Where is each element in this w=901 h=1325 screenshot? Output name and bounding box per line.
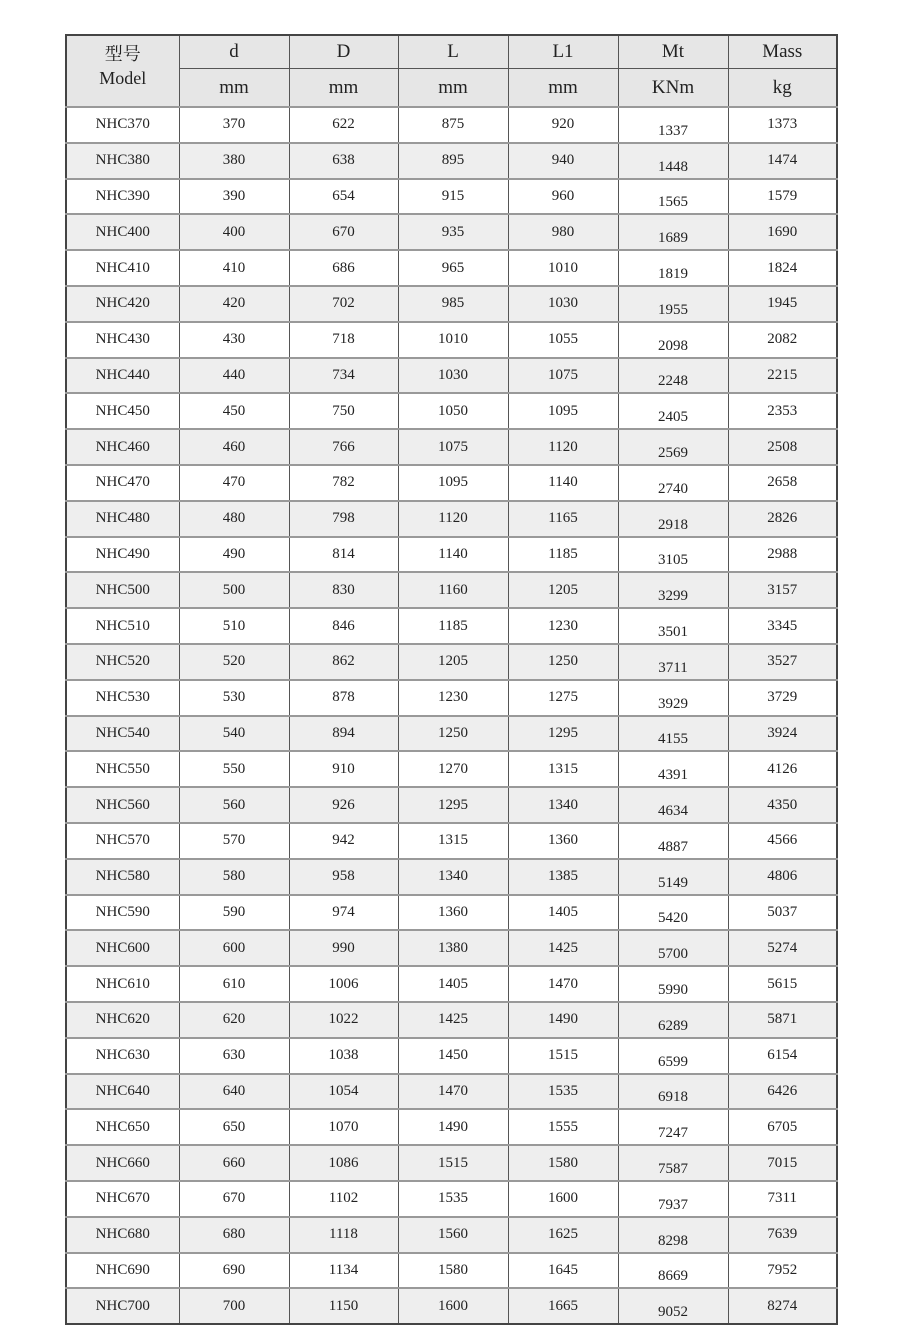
cell-L: 1450 — [398, 1038, 508, 1074]
cell-model: NHC550 — [66, 751, 179, 787]
cell-L: 1050 — [398, 393, 508, 429]
cell-L: 1075 — [398, 429, 508, 465]
table-row — [66, 751, 837, 787]
cell-d: 620 — [179, 1002, 289, 1038]
cell-L1: 1315 — [508, 751, 618, 787]
cell-mass: 2658 — [728, 465, 837, 501]
cell-mt: 2098 — [618, 322, 728, 358]
cell-L: 1185 — [398, 608, 508, 644]
cell-D: 1102 — [289, 1181, 398, 1217]
cell-L: 1340 — [398, 859, 508, 895]
cell-mass: 2215 — [728, 358, 837, 394]
cell-mt: 5149 — [618, 859, 728, 895]
cell-mass: 7015 — [728, 1145, 837, 1181]
cell-D: 1134 — [289, 1253, 398, 1289]
cell-mt: 7587 — [618, 1145, 728, 1181]
cell-d: 670 — [179, 1181, 289, 1217]
cell-L: 1315 — [398, 823, 508, 859]
cell-mass: 4566 — [728, 823, 837, 859]
cell-mt: 4155 — [618, 716, 728, 752]
table-row — [66, 1038, 837, 1074]
cell-mt: 3929 — [618, 680, 728, 716]
cell-model: NHC410 — [66, 250, 179, 286]
cell-L1: 1030 — [508, 286, 618, 322]
cell-mass: 7952 — [728, 1253, 837, 1289]
cell-d: 550 — [179, 751, 289, 787]
table-row — [66, 787, 837, 823]
cell-model: NHC470 — [66, 465, 179, 501]
cell-L: 1535 — [398, 1181, 508, 1217]
cell-D: 814 — [289, 537, 398, 573]
cell-d: 430 — [179, 322, 289, 358]
cell-mt: 1565 — [618, 179, 728, 215]
cell-model: NHC370 — [66, 107, 179, 143]
cell-L: 1580 — [398, 1253, 508, 1289]
cell-D: 894 — [289, 716, 398, 752]
cell-mass: 2826 — [728, 501, 837, 537]
table-row — [66, 214, 837, 250]
cell-L1: 1250 — [508, 644, 618, 680]
cell-L1: 1185 — [508, 537, 618, 573]
cell-model: NHC500 — [66, 572, 179, 608]
cell-D: 702 — [289, 286, 398, 322]
cell-L1: 1515 — [508, 1038, 618, 1074]
cell-model: NHC610 — [66, 966, 179, 1002]
cell-L: 895 — [398, 143, 508, 179]
cell-model: NHC380 — [66, 143, 179, 179]
header-d-unit: mm — [179, 69, 289, 108]
cell-mass: 1945 — [728, 286, 837, 322]
cell-D: 1006 — [289, 966, 398, 1002]
cell-d: 520 — [179, 644, 289, 680]
cell-d: 380 — [179, 143, 289, 179]
cell-D: 638 — [289, 143, 398, 179]
cell-D: 942 — [289, 823, 398, 859]
cell-d: 630 — [179, 1038, 289, 1074]
header-mt-name: Mt — [618, 35, 728, 69]
cell-L1: 1555 — [508, 1109, 618, 1145]
cell-model: NHC690 — [66, 1253, 179, 1289]
cell-d: 600 — [179, 930, 289, 966]
table-header — [66, 35, 837, 107]
cell-L1: 1165 — [508, 501, 618, 537]
cell-D: 846 — [289, 608, 398, 644]
cell-L1: 1490 — [508, 1002, 618, 1038]
cell-D: 654 — [289, 179, 398, 215]
table-row — [66, 1181, 837, 1217]
header-l1-name: L1 — [508, 35, 618, 69]
cell-mass: 3157 — [728, 572, 837, 608]
cell-L1: 1075 — [508, 358, 618, 394]
cell-L1: 1205 — [508, 572, 618, 608]
cell-model: NHC460 — [66, 429, 179, 465]
cell-d: 460 — [179, 429, 289, 465]
cell-L: 985 — [398, 286, 508, 322]
cell-D: 910 — [289, 751, 398, 787]
cell-mt: 2918 — [618, 501, 728, 537]
cell-L: 1425 — [398, 1002, 508, 1038]
table-row — [66, 1253, 837, 1289]
cell-d: 510 — [179, 608, 289, 644]
cell-D: 1070 — [289, 1109, 398, 1145]
cell-mass: 2508 — [728, 429, 837, 465]
cell-D: 782 — [289, 465, 398, 501]
cell-mass: 2353 — [728, 393, 837, 429]
header-l-name: L — [398, 35, 508, 69]
cell-d: 580 — [179, 859, 289, 895]
cell-L1: 1385 — [508, 859, 618, 895]
table-row — [66, 930, 837, 966]
table-row — [66, 716, 837, 752]
cell-D: 734 — [289, 358, 398, 394]
header-mass-unit: kg — [728, 69, 837, 108]
cell-L: 1515 — [398, 1145, 508, 1181]
cell-mt: 3105 — [618, 537, 728, 573]
cell-d: 450 — [179, 393, 289, 429]
cell-mt: 4887 — [618, 823, 728, 859]
cell-L1: 1470 — [508, 966, 618, 1002]
cell-mass: 7639 — [728, 1217, 837, 1253]
cell-model: NHC390 — [66, 179, 179, 215]
cell-mass: 3527 — [728, 644, 837, 680]
cell-D: 622 — [289, 107, 398, 143]
cell-model: NHC680 — [66, 1217, 179, 1253]
cell-mass: 3345 — [728, 608, 837, 644]
cell-mass: 5274 — [728, 930, 837, 966]
table-row — [66, 429, 837, 465]
cell-L1: 920 — [508, 107, 618, 143]
cell-model: NHC700 — [66, 1288, 179, 1324]
cell-L1: 960 — [508, 179, 618, 215]
cell-model: NHC430 — [66, 322, 179, 358]
table-row — [66, 501, 837, 537]
cell-model: NHC600 — [66, 930, 179, 966]
table-row — [66, 179, 837, 215]
cell-d: 410 — [179, 250, 289, 286]
cell-mt: 7247 — [618, 1109, 728, 1145]
cell-D: 766 — [289, 429, 398, 465]
cell-mt: 1819 — [618, 250, 728, 286]
cell-mass: 6154 — [728, 1038, 837, 1074]
cell-L: 1270 — [398, 751, 508, 787]
cell-model: NHC650 — [66, 1109, 179, 1145]
table-row — [66, 1145, 837, 1181]
table-row — [66, 823, 837, 859]
cell-L1: 1120 — [508, 429, 618, 465]
cell-D: 862 — [289, 644, 398, 680]
cell-D: 718 — [289, 322, 398, 358]
table-row — [66, 250, 837, 286]
cell-d: 440 — [179, 358, 289, 394]
cell-mass: 6426 — [728, 1074, 837, 1110]
cell-D: 750 — [289, 393, 398, 429]
cell-mt: 8298 — [618, 1217, 728, 1253]
cell-L1: 980 — [508, 214, 618, 250]
table-row — [66, 322, 837, 358]
table-row — [66, 358, 837, 394]
cell-mass: 1373 — [728, 107, 837, 143]
header-d-unit: mm — [289, 69, 398, 108]
header-mt-unit: KNm — [618, 69, 728, 108]
cell-L1: 1010 — [508, 250, 618, 286]
cell-d: 650 — [179, 1109, 289, 1145]
table-row — [66, 1074, 837, 1110]
cell-D: 798 — [289, 501, 398, 537]
cell-D: 974 — [289, 895, 398, 931]
cell-model: NHC400 — [66, 214, 179, 250]
cell-L: 1120 — [398, 501, 508, 537]
cell-L: 1470 — [398, 1074, 508, 1110]
cell-L: 1360 — [398, 895, 508, 931]
header-l-unit: mm — [398, 69, 508, 108]
cell-mt: 4391 — [618, 751, 728, 787]
cell-L: 1140 — [398, 537, 508, 573]
cell-d: 470 — [179, 465, 289, 501]
cell-D: 670 — [289, 214, 398, 250]
cell-mt: 8669 — [618, 1253, 728, 1289]
cell-model: NHC670 — [66, 1181, 179, 1217]
cell-L: 1405 — [398, 966, 508, 1002]
cell-L: 1205 — [398, 644, 508, 680]
specification-table — [65, 34, 838, 1325]
cell-L: 1030 — [398, 358, 508, 394]
cell-L1: 1665 — [508, 1288, 618, 1324]
cell-d: 610 — [179, 966, 289, 1002]
cell-L1: 1230 — [508, 608, 618, 644]
cell-d: 690 — [179, 1253, 289, 1289]
cell-d: 500 — [179, 572, 289, 608]
cell-mt: 1689 — [618, 214, 728, 250]
table-row — [66, 286, 837, 322]
cell-d: 420 — [179, 286, 289, 322]
table-row — [66, 1002, 837, 1038]
cell-model: NHC590 — [66, 895, 179, 931]
cell-mass: 5871 — [728, 1002, 837, 1038]
cell-d: 660 — [179, 1145, 289, 1181]
cell-mass: 1474 — [728, 143, 837, 179]
cell-d: 530 — [179, 680, 289, 716]
cell-model: NHC450 — [66, 393, 179, 429]
header-model-en: Model — [99, 68, 147, 88]
cell-mass: 2988 — [728, 537, 837, 573]
cell-L1: 1535 — [508, 1074, 618, 1110]
cell-L1: 1625 — [508, 1217, 618, 1253]
cell-d: 680 — [179, 1217, 289, 1253]
cell-mass: 3924 — [728, 716, 837, 752]
cell-mass: 3729 — [728, 680, 837, 716]
table-row — [66, 966, 837, 1002]
cell-L1: 1275 — [508, 680, 618, 716]
cell-mt: 1337 — [618, 107, 728, 143]
cell-model: NHC620 — [66, 1002, 179, 1038]
cell-mt: 6599 — [618, 1038, 728, 1074]
cell-mt: 2740 — [618, 465, 728, 501]
cell-L1: 1095 — [508, 393, 618, 429]
cell-mt: 3711 — [618, 644, 728, 680]
cell-mt: 5990 — [618, 966, 728, 1002]
cell-L: 875 — [398, 107, 508, 143]
table-body — [66, 107, 837, 1324]
cell-mt: 3299 — [618, 572, 728, 608]
cell-mt: 1448 — [618, 143, 728, 179]
cell-d: 370 — [179, 107, 289, 143]
cell-d: 390 — [179, 179, 289, 215]
cell-d: 640 — [179, 1074, 289, 1110]
cell-L: 965 — [398, 250, 508, 286]
table-row — [66, 1217, 837, 1253]
cell-L: 1250 — [398, 716, 508, 752]
cell-model: NHC570 — [66, 823, 179, 859]
cell-model: NHC640 — [66, 1074, 179, 1110]
cell-L: 1490 — [398, 1109, 508, 1145]
cell-L1: 1295 — [508, 716, 618, 752]
cell-model: NHC510 — [66, 608, 179, 644]
cell-mass: 1579 — [728, 179, 837, 215]
cell-mass: 6705 — [728, 1109, 837, 1145]
cell-model: NHC420 — [66, 286, 179, 322]
cell-L1: 1425 — [508, 930, 618, 966]
header-model — [66, 35, 179, 107]
cell-d: 570 — [179, 823, 289, 859]
cell-L1: 1600 — [508, 1181, 618, 1217]
cell-D: 958 — [289, 859, 398, 895]
table-row — [66, 465, 837, 501]
cell-mt: 9052 — [618, 1288, 728, 1324]
cell-d: 700 — [179, 1288, 289, 1324]
cell-D: 686 — [289, 250, 398, 286]
cell-D: 1150 — [289, 1288, 398, 1324]
header-l1-unit: mm — [508, 69, 618, 108]
cell-D: 1086 — [289, 1145, 398, 1181]
cell-D: 1118 — [289, 1217, 398, 1253]
table-row — [66, 1288, 837, 1324]
cell-d: 540 — [179, 716, 289, 752]
table-row — [66, 537, 837, 573]
table-row — [66, 895, 837, 931]
cell-mass: 2082 — [728, 322, 837, 358]
cell-L1: 940 — [508, 143, 618, 179]
cell-model: NHC530 — [66, 680, 179, 716]
cell-L: 1160 — [398, 572, 508, 608]
cell-D: 926 — [289, 787, 398, 823]
cell-mass: 1690 — [728, 214, 837, 250]
cell-L1: 1405 — [508, 895, 618, 931]
cell-mt: 2569 — [618, 429, 728, 465]
cell-L1: 1360 — [508, 823, 618, 859]
header-d-name: d — [179, 35, 289, 69]
cell-d: 560 — [179, 787, 289, 823]
cell-model: NHC520 — [66, 644, 179, 680]
cell-d: 480 — [179, 501, 289, 537]
cell-model: NHC480 — [66, 501, 179, 537]
cell-L1: 1340 — [508, 787, 618, 823]
cell-mass: 5615 — [728, 966, 837, 1002]
header-mass-name: Mass — [728, 35, 837, 69]
cell-D: 990 — [289, 930, 398, 966]
table-row — [66, 143, 837, 179]
cell-mass: 1824 — [728, 250, 837, 286]
cell-mt: 6918 — [618, 1074, 728, 1110]
cell-mass: 4806 — [728, 859, 837, 895]
cell-model: NHC440 — [66, 358, 179, 394]
cell-mt: 5420 — [618, 895, 728, 931]
cell-mt: 2405 — [618, 393, 728, 429]
cell-L: 1600 — [398, 1288, 508, 1324]
cell-D: 1038 — [289, 1038, 398, 1074]
cell-mass: 5037 — [728, 895, 837, 931]
cell-L: 1095 — [398, 465, 508, 501]
cell-L1: 1580 — [508, 1145, 618, 1181]
cell-L: 1295 — [398, 787, 508, 823]
table-row — [66, 608, 837, 644]
table-row — [66, 572, 837, 608]
cell-model: NHC660 — [66, 1145, 179, 1181]
cell-D: 830 — [289, 572, 398, 608]
cell-L: 1380 — [398, 930, 508, 966]
table-row — [66, 107, 837, 143]
cell-mt: 4634 — [618, 787, 728, 823]
cell-d: 490 — [179, 537, 289, 573]
cell-L1: 1645 — [508, 1253, 618, 1289]
cell-D: 878 — [289, 680, 398, 716]
cell-mt: 5700 — [618, 930, 728, 966]
table-row — [66, 1109, 837, 1145]
cell-D: 1054 — [289, 1074, 398, 1110]
cell-mass: 4350 — [728, 787, 837, 823]
cell-mt: 7937 — [618, 1181, 728, 1217]
cell-model: NHC540 — [66, 716, 179, 752]
cell-L: 1230 — [398, 680, 508, 716]
table-row — [66, 859, 837, 895]
table-row — [66, 680, 837, 716]
cell-mass: 4126 — [728, 751, 837, 787]
cell-L: 915 — [398, 179, 508, 215]
table-row — [66, 393, 837, 429]
cell-mass: 7311 — [728, 1181, 837, 1217]
cell-mt: 2248 — [618, 358, 728, 394]
header-d-name: D — [289, 35, 398, 69]
cell-model: NHC630 — [66, 1038, 179, 1074]
cell-d: 400 — [179, 214, 289, 250]
table-row — [66, 644, 837, 680]
cell-L: 1560 — [398, 1217, 508, 1253]
cell-mt: 6289 — [618, 1002, 728, 1038]
cell-model: NHC580 — [66, 859, 179, 895]
cell-mt: 1955 — [618, 286, 728, 322]
cell-model: NHC560 — [66, 787, 179, 823]
cell-mt: 3501 — [618, 608, 728, 644]
cell-mass: 8274 — [728, 1288, 837, 1324]
cell-L1: 1055 — [508, 322, 618, 358]
cell-L: 935 — [398, 214, 508, 250]
cell-L: 1010 — [398, 322, 508, 358]
header-model-cn: 型号 — [104, 44, 141, 64]
cell-d: 590 — [179, 895, 289, 931]
cell-model: NHC490 — [66, 537, 179, 573]
cell-L1: 1140 — [508, 465, 618, 501]
cell-D: 1022 — [289, 1002, 398, 1038]
